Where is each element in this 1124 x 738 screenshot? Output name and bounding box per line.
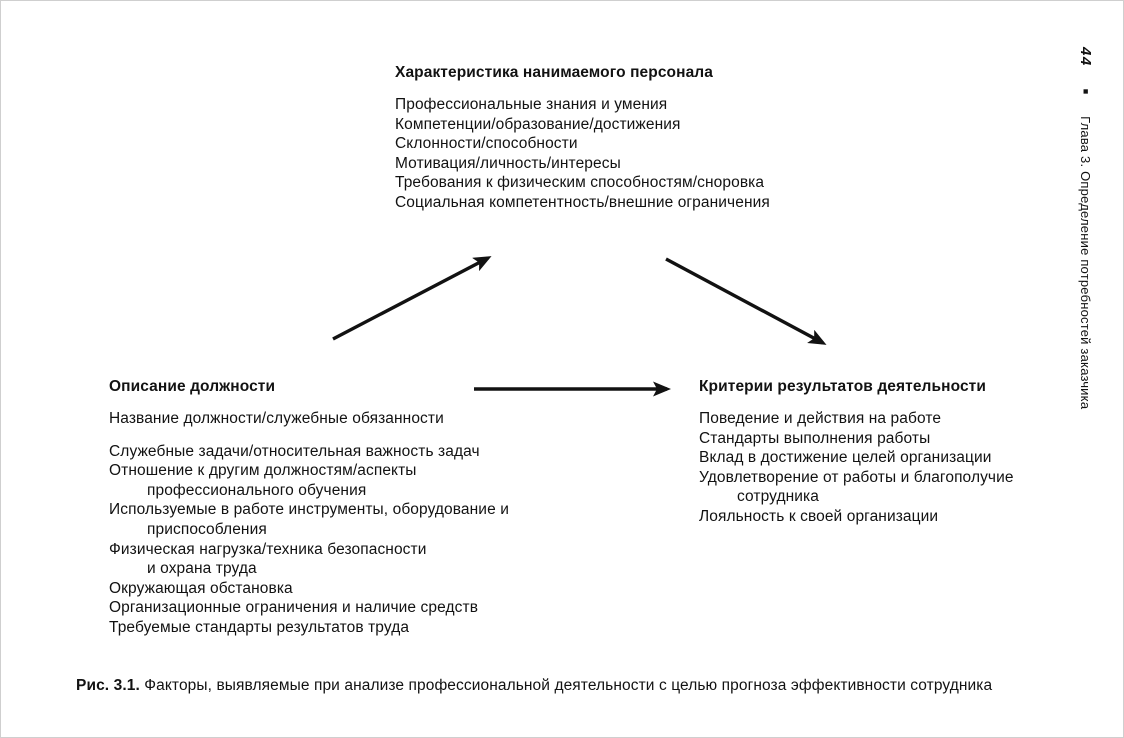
job-description-list (109, 409, 509, 638)
square-bullet-icon: ■ (1081, 88, 1091, 95)
list-item: Стандарты выполнения работы (699, 429, 931, 447)
job-description-heading: Описание должности (109, 378, 276, 395)
list-item: Отношение к другим должностям/аспекты (109, 462, 417, 480)
list-item: приспособления (147, 520, 267, 538)
characteristics-heading: Характеристика нанимаемого персонала (395, 64, 713, 81)
list-item: Склонности/способности (395, 135, 578, 153)
list-item: Мотивация/личность/интересы (395, 154, 621, 172)
list-item: Удовлетворение от работы и благополучие (699, 468, 1014, 486)
figure-caption-label: Рис. 3.1. (76, 677, 140, 694)
figure-caption-text: Факторы, выявляемые при анализе профессиональной деятельности с целью прогноза эффективности сотрудника (139, 677, 993, 694)
list-item: Поведение и действия на работе (699, 410, 942, 427)
list-item: Требования к физическим способностям/сноровка (395, 174, 765, 192)
list-item: Организационные ограничения и наличие средств (109, 599, 479, 617)
list-item: Служебные задачи/относительная важность задач (109, 442, 480, 460)
list-item: Вклад в достижение целей организации (699, 449, 992, 467)
list-item: Окружающая обстановка (109, 579, 293, 597)
performance-criteria-block (699, 378, 1014, 527)
list-item: Профессиональные знания и умения (395, 96, 668, 113)
list-item: и охрана труда (147, 560, 257, 578)
list-item: Лояльность к своей организации (699, 507, 939, 525)
performance-criteria-list (699, 409, 1014, 527)
arrow-description-to-characteristics-icon (333, 258, 488, 339)
list-item: Физическая нагрузка/техника безопасности (109, 540, 427, 558)
list-item: Компетенции/образование/достижения (395, 115, 681, 133)
characteristics-list (395, 95, 770, 213)
job-description-block (109, 378, 509, 638)
figure-caption (76, 677, 992, 695)
list-item: сотрудника (737, 488, 819, 506)
list-item: профессионального обучения (147, 481, 367, 499)
list-item: Требуемые стандарты результатов труда (109, 618, 410, 636)
list-item: Социальная компетентность/внешние ограничения (395, 193, 770, 211)
arrow-characteristics-to-criteria-icon (666, 259, 823, 343)
chapter-title: Глава 3. Определение потребностей заказчика (1078, 116, 1093, 410)
list-item: Используемые в работе инструменты, оборудование и (109, 501, 509, 519)
running-head (1077, 47, 1094, 409)
list-item: Название должности/служебные обязанности (109, 410, 444, 427)
characteristics-block (395, 64, 770, 213)
page-number: 44 (1077, 47, 1094, 67)
performance-criteria-heading: Критерии результатов деятельности (699, 378, 986, 395)
